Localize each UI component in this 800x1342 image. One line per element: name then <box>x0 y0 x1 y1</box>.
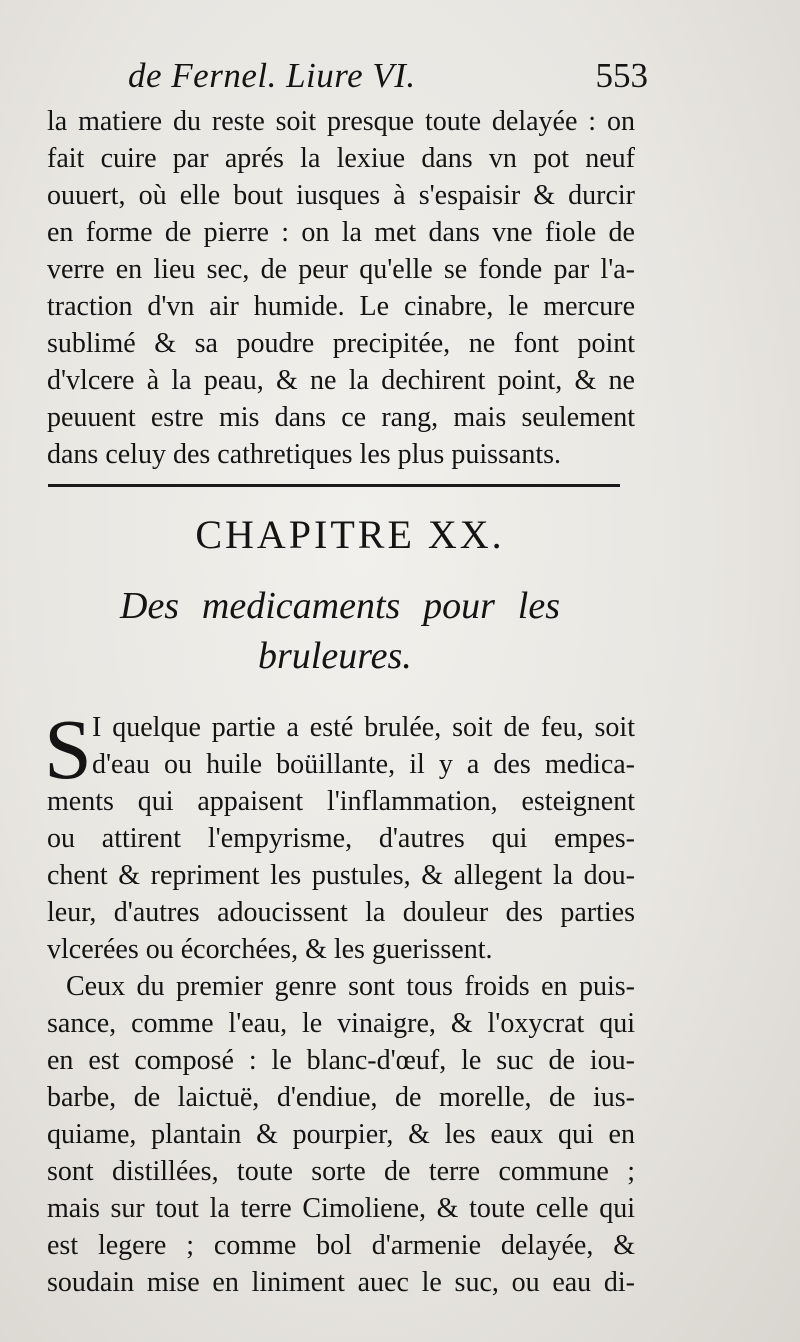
text-line: en forme de pierre : on la met dans vne fiole de <box>47 217 635 248</box>
chapter-subtitle-line: bruleures. <box>258 635 412 677</box>
text-line: soudain mise en liniment auec le suc, ou eau di- <box>47 1267 635 1298</box>
drop-cap: S <box>44 701 92 797</box>
text-line: barbe, de laictuë, d'endiue, de morelle, de ius- <box>47 1082 635 1113</box>
text-line: mais sur tout la terre Cimoliene, & toute celle qui <box>47 1193 635 1224</box>
text-line: chent & repriment les pustules, & allegent la dou- <box>47 860 635 891</box>
text-line: la matiere du reste soit presque toute delayée : on <box>47 106 635 137</box>
text-line: d'vlcere à la peau, & ne la dechirent point, & ne <box>47 365 635 396</box>
text-line: peuuent estre mis dans ce rang, mais seulement <box>47 402 635 433</box>
text-line: sont distillées, toute sorte de terre commune ; <box>47 1156 635 1187</box>
text-line: sance, comme l'eau, le vinaigre, & l'oxycrat qui <box>47 1008 635 1039</box>
text-line: en est composé : le blanc-d'œuf, le suc de iou- <box>47 1045 635 1076</box>
text-line: quiame, plantain & pourpier, & les eaux qui en <box>47 1119 635 1150</box>
text-line: ouuert, où elle bout iusques à s'espaisir & durcir <box>47 180 635 211</box>
text-line: verre en lieu sec, de peur qu'elle se fonde par l'a- <box>47 254 635 285</box>
text-line: d'eau ou huile boüillante, il y a des medica- <box>92 749 635 780</box>
chapter-title: CHAPITRE XX. <box>195 512 505 557</box>
text-line: traction d'vn air humide. Le cinabre, le mercure <box>47 291 635 322</box>
text-line: ments qui appaisent l'inflammation, esteignent <box>47 786 635 817</box>
chapter-subtitle-line: Des medicaments pour les <box>120 585 560 627</box>
page-number: 553 <box>595 56 648 95</box>
text-line: leur, d'autres adoucissent la douleur des parties <box>47 897 635 928</box>
text-line: Ceux du premier genre sont tous froids en puis- <box>66 971 635 1002</box>
text-line: fait cuire par aprés la lexiue dans vn pot neuf <box>47 143 635 174</box>
text-line: dans celuy des cathretiques les plus puissants. <box>47 439 562 470</box>
text-line: est legere ; comme bol d'armenie delayée, & <box>47 1230 635 1261</box>
running-header <box>128 50 648 102</box>
text-line: I quelque partie a esté brulée, soit de feu, soit <box>92 712 635 743</box>
text-line: vlcerées ou écorchées, & les guerissent. <box>47 934 493 965</box>
running-title: de Fernel. Liure VI. <box>128 56 416 95</box>
text-line: ou attirent l'empyrisme, d'autres qui empes- <box>47 823 635 854</box>
section-divider <box>48 484 620 487</box>
text-line: sublimé & sa poudre precipitée, ne font point <box>47 328 635 359</box>
